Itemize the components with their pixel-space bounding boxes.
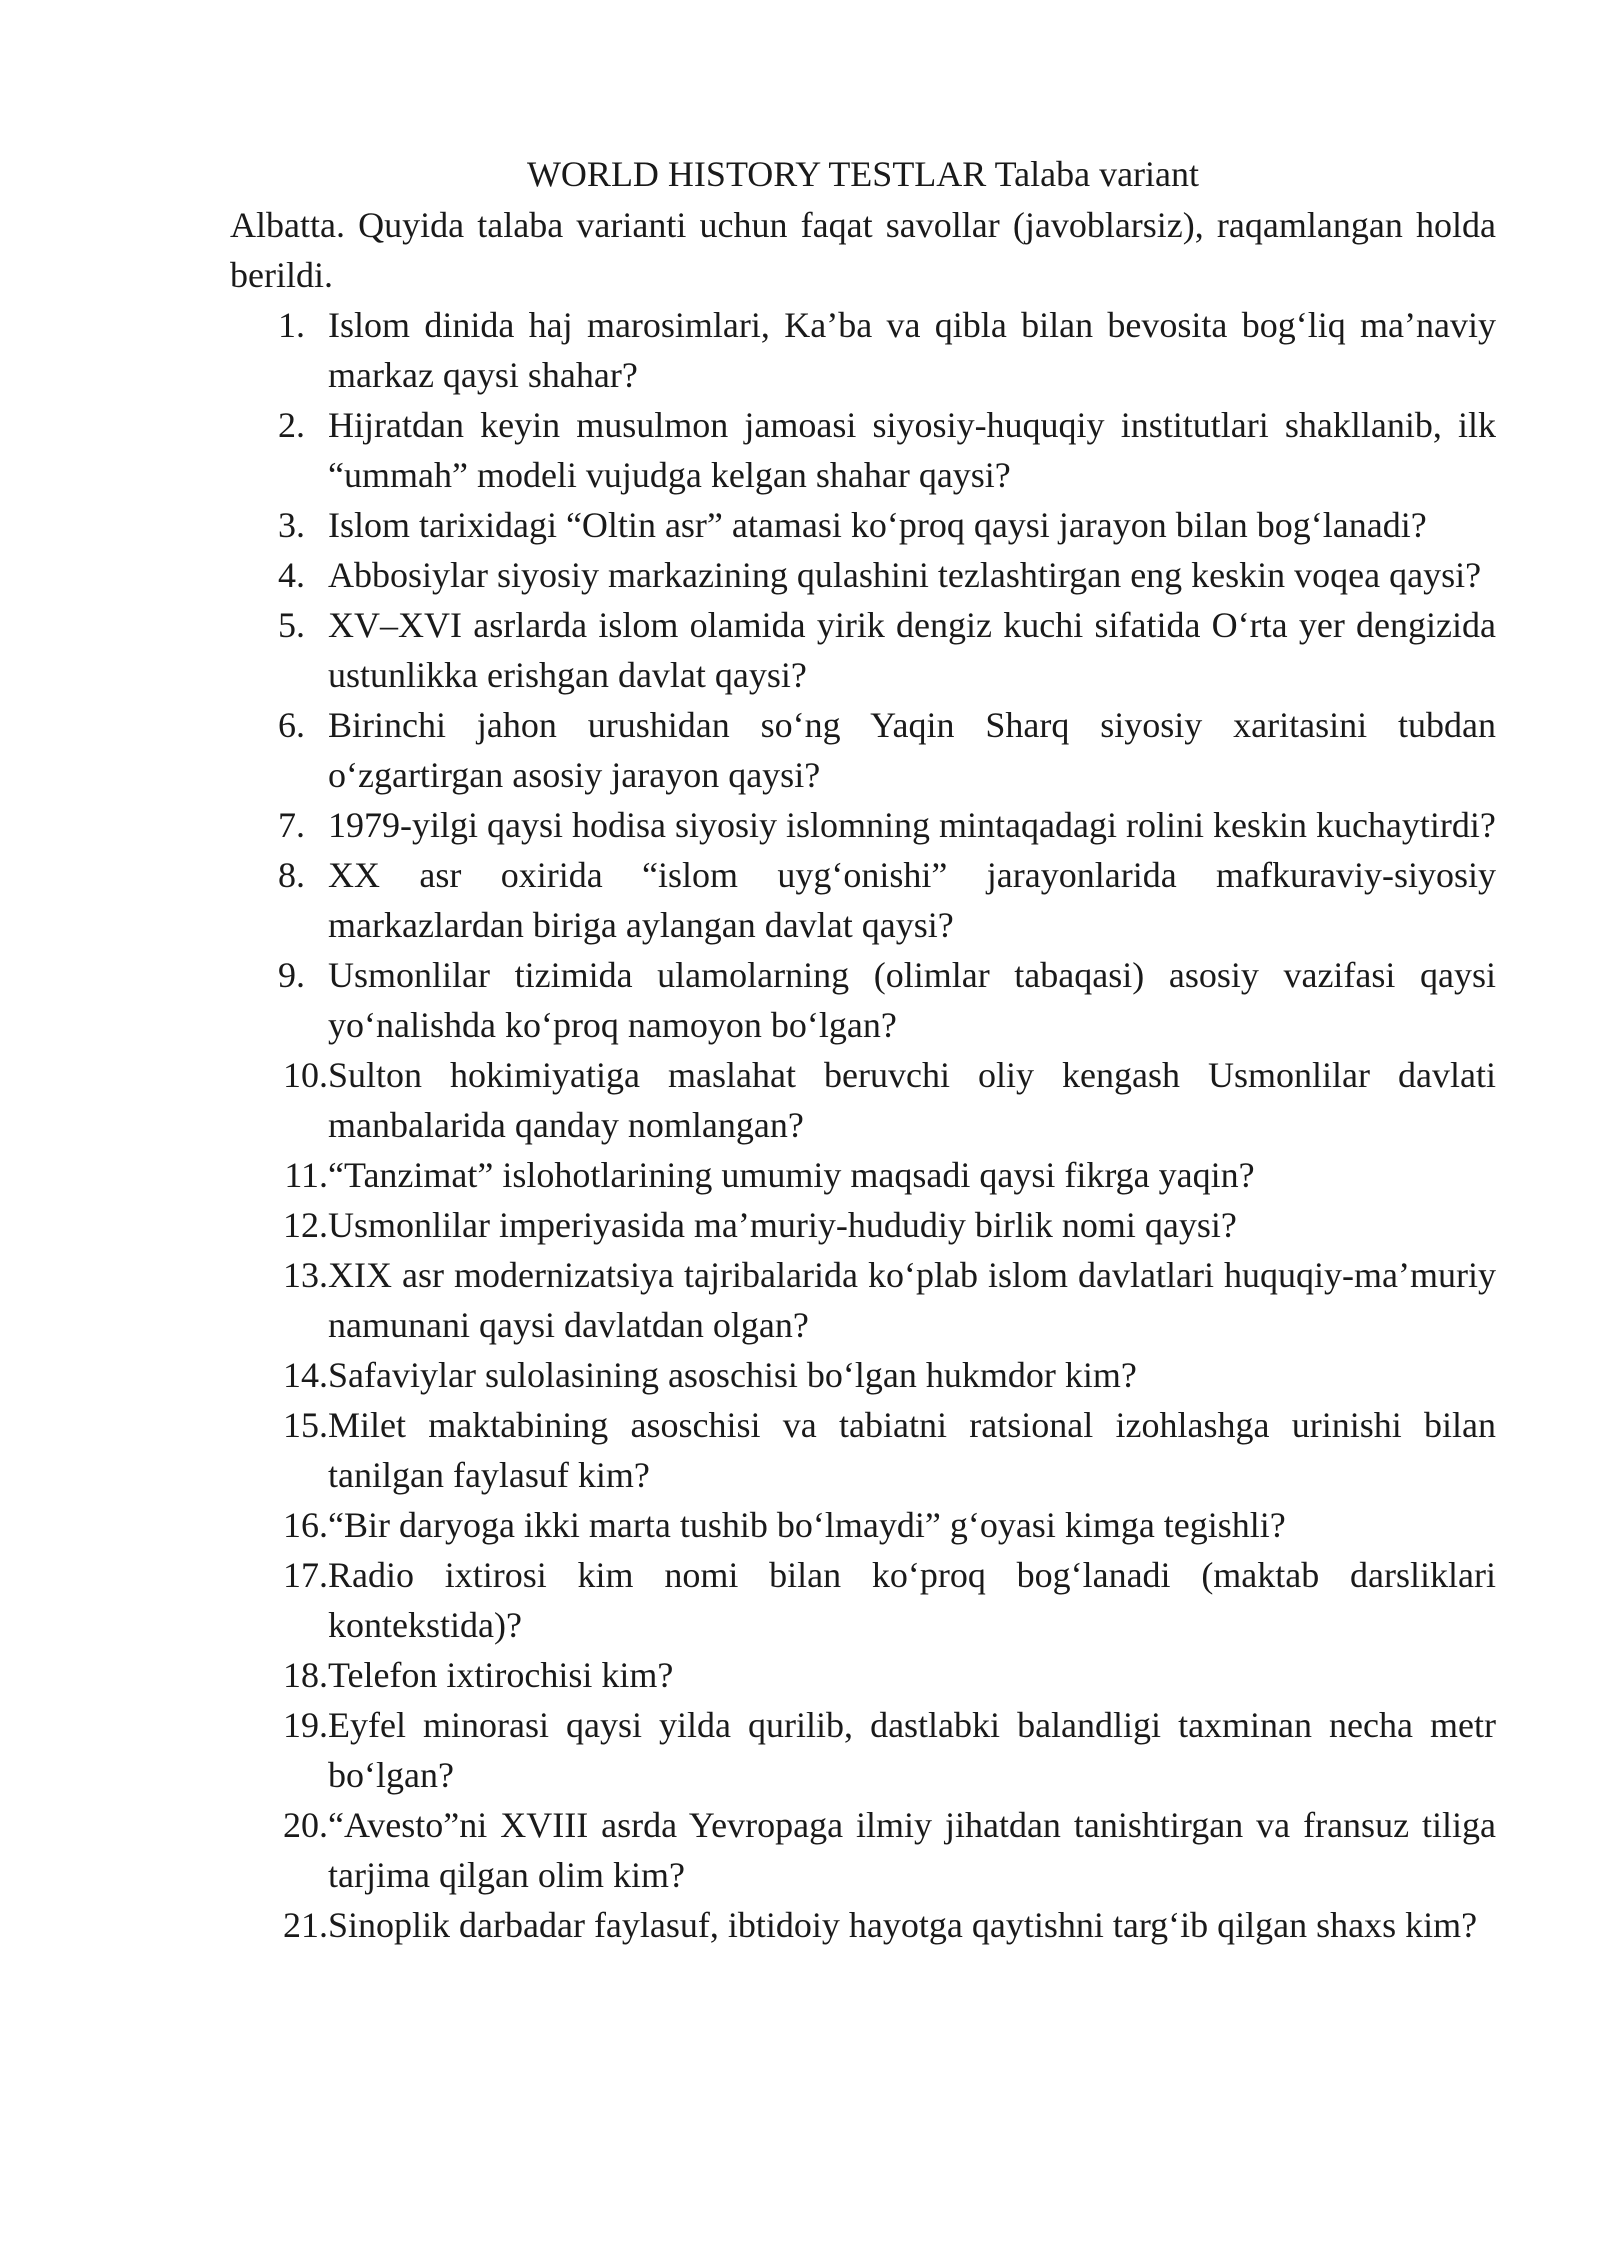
- question-text: XX asr oxirida “islom uyg‘onishi” jarayonlarida mafkuraviy-siyosiy markazlardan biriga aylangan davlat qaysi?: [328, 855, 1496, 945]
- question-number: 1.: [278, 305, 305, 345]
- question-number: 3.: [278, 505, 305, 545]
- question-number: 13.: [283, 1255, 328, 1295]
- question-item: [230, 1400, 1496, 1500]
- question-item: [230, 300, 1496, 400]
- question-text: Eyfel minorasi qaysi yilda qurilib, dastlabki balandligi taxminan necha metr bo‘lgan?: [328, 1705, 1496, 1795]
- question-text: XV–XVI asrlarda islom olamida yirik dengiz kuchi sifatida O‘rta yer dengizida ustunlikka erishgan davlat qaysi?: [328, 605, 1496, 695]
- question-item: [230, 600, 1496, 700]
- question-number: 4.: [278, 555, 305, 595]
- question-item: [230, 1650, 1496, 1700]
- question-item: [230, 1550, 1496, 1650]
- question-item: [230, 1900, 1496, 1950]
- question-item: [230, 1250, 1496, 1350]
- question-item: [230, 1800, 1496, 1900]
- question-list: [230, 300, 1496, 1950]
- question-item: [230, 1700, 1496, 1800]
- question-number: 20.: [283, 1805, 328, 1845]
- question-text: Usmonlilar tizimida ulamolarning (olimlar tabaqasi) asosiy vazifasi qaysi yo‘nalishda ko‘proq namoyon bo‘lgan?: [328, 955, 1496, 1045]
- intro-paragraph: Albatta. Quyida talaba varianti uchun faqat savollar (javoblarsiz), raqamlangan holda berildi.: [230, 205, 1496, 295]
- question-text: Safaviylar sulolasining asoschisi bo‘lgan hukmdor kim?: [328, 1355, 1137, 1395]
- question-text: Birinchi jahon urushidan so‘ng Yaqin Sharq siyosiy xaritasini tubdan o‘zgartirgan asosiy jarayon qaysi?: [328, 705, 1496, 795]
- question-number: 12.: [283, 1205, 328, 1245]
- question-number: 2.: [278, 405, 305, 445]
- question-number: 14.: [283, 1355, 328, 1395]
- question-number: 6.: [278, 705, 305, 745]
- question-text: Abbosiylar siyosiy markazining qulashini tezlashtirgan eng keskin voqea qaysi?: [328, 555, 1482, 595]
- question-text: 1979-yilgi qaysi hodisa siyosiy islomning mintaqadagi rolini keskin kuchaytirdi?: [328, 805, 1496, 845]
- question-text: Usmonlilar imperiyasida ma’muriy-hududiy birlik nomi qaysi?: [328, 1205, 1237, 1245]
- question-text: Telefon ixtirochisi kim?: [328, 1655, 674, 1695]
- question-number: 21.: [283, 1905, 328, 1945]
- question-item: [230, 850, 1496, 950]
- question-number: 10.: [283, 1055, 328, 1095]
- question-text: Sinoplik darbadar faylasuf, ibtidoiy hayotga qaytishni targ‘ib qilgan shaxs kim?: [328, 1905, 1478, 1945]
- question-text: “Tanzimat” islohotlarining umumiy maqsadi qaysi fikrga yaqin?: [328, 1155, 1255, 1195]
- question-item: [230, 700, 1496, 800]
- question-number: 8.: [278, 855, 305, 895]
- question-item: [230, 950, 1496, 1050]
- question-number: 7.: [278, 805, 305, 845]
- question-number: 19.: [283, 1705, 328, 1745]
- document-page: [230, 150, 1496, 1950]
- question-number: 9.: [278, 955, 305, 995]
- question-item: [230, 800, 1496, 850]
- question-item: [230, 500, 1496, 550]
- question-item: [230, 550, 1496, 600]
- question-text: Radio ixtirosi kim nomi bilan ko‘proq bog‘lanadi (maktab darsliklari kontekstida)?: [328, 1555, 1496, 1645]
- question-item: [230, 1200, 1496, 1250]
- question-text: Milet maktabining asoschisi va tabiatni ratsional izohlashga urinishi bilan tanilgan faylasuf kim?: [328, 1405, 1496, 1495]
- question-item: [230, 1050, 1496, 1150]
- question-text: “Bir daryoga ikki marta tushib bo‘lmaydi” g‘oyasi kimga tegishli?: [328, 1505, 1286, 1545]
- question-item: [230, 400, 1496, 500]
- question-item: [230, 1150, 1496, 1200]
- question-item: [230, 1500, 1496, 1550]
- question-number: 17.: [283, 1555, 328, 1595]
- question-number: 15.: [283, 1405, 328, 1445]
- question-text: Islom tarixidagi “Oltin asr” atamasi ko‘proq qaysi jarayon bilan bog‘lanadi?: [328, 505, 1427, 545]
- question-text: Hijratdan keyin musulmon jamoasi siyosiy-huquqiy institutlari shakllanib, ilk “ummah” modeli vujudga kelgan shahar qaysi?: [328, 405, 1496, 495]
- question-number: 16.: [283, 1505, 328, 1545]
- question-text: “Avesto”ni XVIII asrda Yevropaga ilmiy jihatdan tanishtirgan va fransuz tiliga tarjima qilgan olim kim?: [328, 1805, 1496, 1895]
- question-number: 18.: [283, 1655, 328, 1695]
- question-number: 11.: [284, 1155, 328, 1195]
- document-title: WORLD HISTORY TESTLAR Talaba variant: [526, 154, 1200, 194]
- question-item: [230, 1350, 1496, 1400]
- question-text: XIX asr modernizatsiya tajribalarida ko‘plab islom davlatlari huquqiy-ma’muriy namunani qaysi davlatdan olgan?: [328, 1255, 1496, 1345]
- question-text: Islom dinida haj marosimlari, Ka’ba va qibla bilan bevosita bog‘liq ma’naviy markaz qaysi shahar?: [328, 305, 1496, 395]
- question-number: 5.: [278, 605, 305, 645]
- question-text: Sulton hokimiyatiga maslahat beruvchi oliy kengash Usmonlilar davlati manbalarida qanday nomlangan?: [328, 1055, 1496, 1145]
